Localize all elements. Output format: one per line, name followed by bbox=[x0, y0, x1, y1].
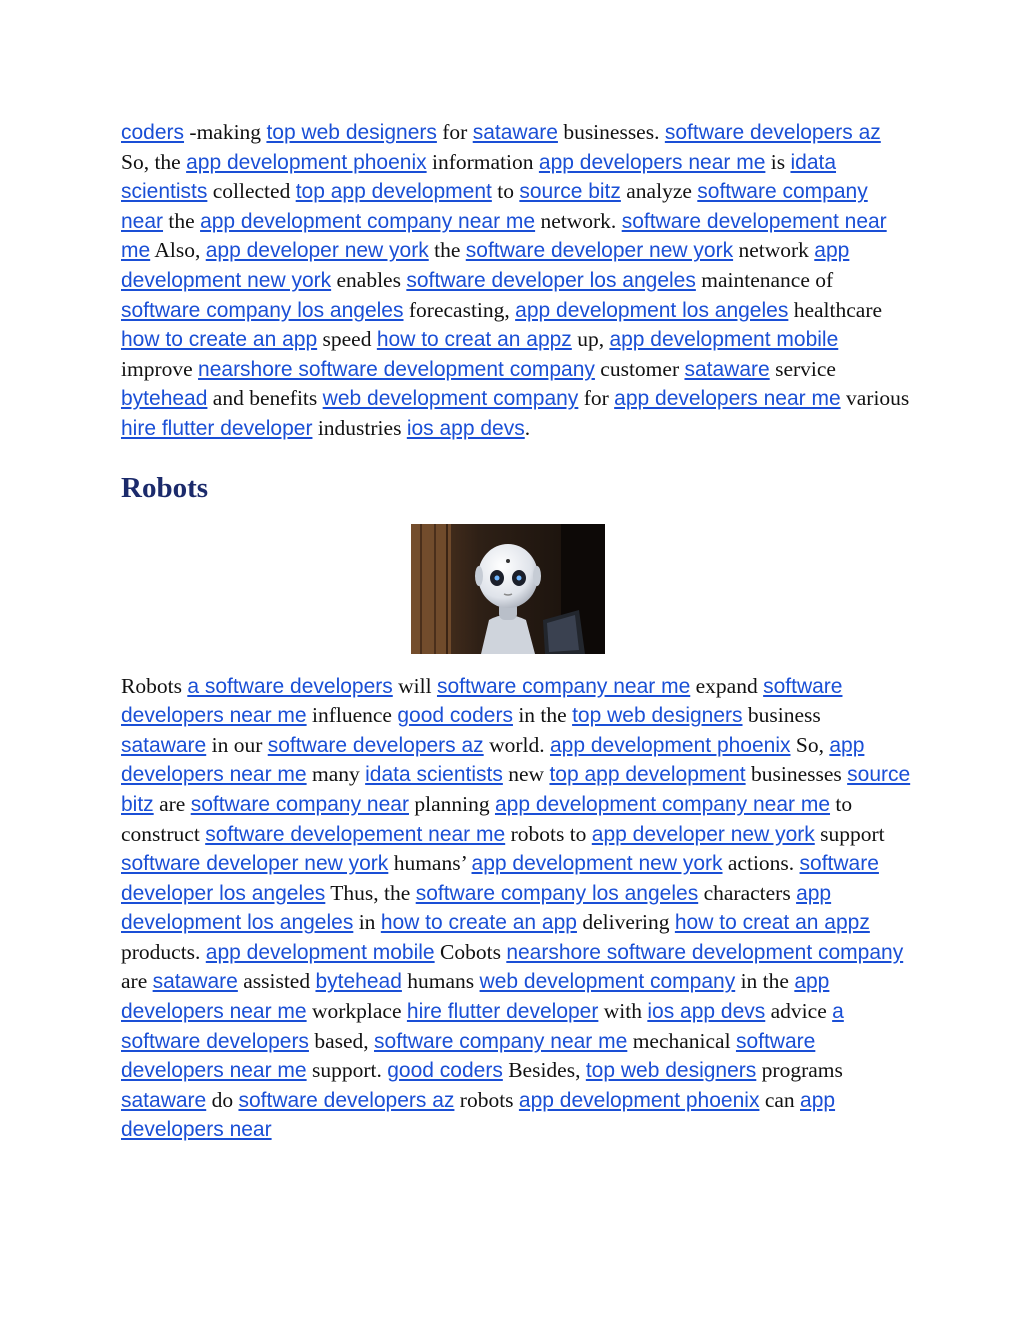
inline-link[interactable]: app developers near bbox=[121, 1088, 836, 1142]
inline-link[interactable]: app development mobile bbox=[609, 328, 839, 352]
inline-link[interactable]: good coders bbox=[397, 704, 513, 728]
inline-link[interactable]: app development phoenix bbox=[518, 1088, 760, 1112]
body-text: . bbox=[524, 415, 531, 440]
body-text: products. bbox=[121, 939, 206, 964]
body-text: service bbox=[769, 356, 836, 381]
body-text: in the bbox=[735, 969, 795, 994]
inline-link[interactable]: software company los angeles bbox=[415, 881, 699, 905]
body-text: business bbox=[742, 703, 821, 728]
inline-link[interactable]: source bitz bbox=[519, 180, 621, 204]
inline-link[interactable]: top app development bbox=[295, 180, 492, 204]
body-text: programs bbox=[756, 1058, 843, 1083]
inline-link[interactable]: hire flutter developer bbox=[121, 416, 313, 440]
body-text: do bbox=[206, 1087, 239, 1112]
body-text: forecasting, bbox=[403, 297, 516, 322]
body-text: up, bbox=[571, 327, 610, 352]
inline-link[interactable]: software developer los angeles bbox=[121, 852, 879, 905]
inline-link[interactable]: ios app devs bbox=[647, 1000, 766, 1024]
body-text: with bbox=[598, 999, 648, 1024]
body-text: Robots bbox=[121, 673, 188, 698]
body-text: planning bbox=[408, 791, 495, 816]
inline-link[interactable]: app development los angeles bbox=[515, 298, 789, 322]
body-text: Also, bbox=[150, 238, 206, 263]
inline-link[interactable]: idata scientists bbox=[365, 763, 503, 787]
inline-link[interactable]: software developer new york bbox=[121, 852, 389, 876]
body-text: collected bbox=[207, 179, 296, 204]
inline-link[interactable]: app development company near me bbox=[494, 792, 831, 816]
body-text: analyze bbox=[620, 179, 698, 204]
body-text: network. bbox=[535, 208, 622, 233]
body-text: humans’ bbox=[388, 851, 472, 876]
body-text: is bbox=[765, 149, 791, 174]
inline-link[interactable]: software developer los angeles bbox=[406, 268, 696, 292]
inline-link[interactable]: software developer new york bbox=[465, 239, 734, 263]
body-text: the bbox=[428, 238, 466, 263]
inline-link[interactable]: sataware bbox=[121, 733, 207, 757]
inline-link[interactable]: app development phoenix bbox=[186, 150, 427, 174]
inline-link[interactable]: software developers az bbox=[238, 1088, 455, 1112]
body-text: So, bbox=[790, 732, 830, 757]
paragraph-intro bbox=[121, 118, 911, 444]
body-text: expand bbox=[690, 673, 764, 698]
body-text: actions. bbox=[722, 851, 800, 876]
inline-link[interactable]: hire flutter developer bbox=[406, 1000, 599, 1024]
body-text: in bbox=[353, 910, 381, 935]
body-text: healthcare bbox=[788, 297, 883, 322]
body-text: improve bbox=[121, 356, 199, 381]
inline-link[interactable]: software company near me bbox=[436, 674, 691, 698]
inline-link[interactable]: software developers near me bbox=[121, 674, 843, 728]
body-text: maintenance of bbox=[695, 267, 834, 292]
body-text: Besides, bbox=[502, 1058, 586, 1083]
body-text: influence bbox=[306, 703, 398, 728]
body-text: businesses bbox=[745, 762, 848, 787]
inline-link[interactable]: software company near bbox=[190, 792, 409, 816]
inline-link[interactable]: how to creat an appz bbox=[376, 328, 572, 352]
inline-link[interactable]: app development new york bbox=[121, 239, 850, 292]
inline-link[interactable]: a software developers bbox=[121, 1000, 844, 1053]
body-text: various bbox=[840, 386, 910, 411]
body-text: robots bbox=[454, 1087, 519, 1112]
body-text: in our bbox=[206, 732, 268, 757]
inline-link[interactable]: software developement near me bbox=[121, 209, 887, 263]
document-page bbox=[121, 118, 911, 1145]
inline-link[interactable]: bytehead bbox=[121, 387, 208, 411]
inline-link[interactable]: app developers near me bbox=[614, 387, 841, 411]
inline-link[interactable]: software company near bbox=[121, 180, 868, 233]
inline-link[interactable]: app development new york bbox=[471, 852, 723, 876]
body-text: workplace bbox=[306, 999, 407, 1024]
body-text: world. bbox=[483, 732, 550, 757]
body-text: and benefits bbox=[207, 386, 323, 411]
body-text: in the bbox=[512, 703, 573, 728]
inline-link[interactable]: sataware bbox=[472, 121, 558, 144]
inline-link[interactable]: app developer new york bbox=[591, 822, 815, 846]
body-text: network bbox=[733, 238, 815, 263]
inline-link[interactable]: app developer new york bbox=[205, 239, 429, 263]
body-text: advice bbox=[765, 999, 833, 1024]
body-text: humans bbox=[401, 969, 480, 994]
inline-link[interactable]: app development los angeles bbox=[121, 881, 832, 935]
body-text: enables bbox=[331, 267, 407, 292]
body-text: businesses. bbox=[557, 120, 665, 144]
inline-link[interactable]: sataware bbox=[121, 1088, 207, 1112]
inline-link[interactable]: top web designers bbox=[585, 1059, 757, 1083]
inline-link[interactable]: how to create an app bbox=[121, 328, 318, 352]
body-text: -making bbox=[184, 120, 267, 144]
inline-link[interactable]: nearshore software development company bbox=[506, 940, 904, 964]
inline-link[interactable]: software developers near me bbox=[121, 1029, 816, 1083]
body-text: many bbox=[306, 762, 366, 787]
inline-link[interactable]: web development company bbox=[479, 970, 736, 994]
inline-link[interactable]: app development mobile bbox=[205, 940, 435, 964]
body-text: are bbox=[121, 969, 153, 994]
inline-link[interactable]: idata scientists bbox=[121, 150, 837, 204]
body-text: to bbox=[491, 179, 520, 204]
body-text: support. bbox=[306, 1058, 388, 1083]
inline-link[interactable]: sataware bbox=[684, 357, 770, 381]
inline-link[interactable]: nearshore software development company bbox=[198, 357, 595, 381]
inline-link[interactable]: app developers near me bbox=[121, 970, 830, 1024]
body-text: new bbox=[502, 762, 550, 787]
body-text: Thus, the bbox=[325, 880, 416, 905]
body-text: assisted bbox=[237, 969, 316, 994]
body-text: industries bbox=[312, 415, 407, 440]
body-text: to construct bbox=[121, 791, 853, 846]
body-text: So, the bbox=[121, 149, 187, 174]
body-text: robots to bbox=[505, 821, 592, 846]
section-heading-robots: Robots bbox=[121, 471, 209, 504]
body-text: customer bbox=[594, 356, 685, 381]
body-text: speed bbox=[317, 327, 377, 352]
body-text: for bbox=[578, 386, 615, 411]
inline-link[interactable]: how to create an app bbox=[380, 911, 577, 935]
body-text: support bbox=[814, 821, 885, 846]
inline-link[interactable]: how to creat an appz bbox=[674, 911, 870, 935]
robot-photo bbox=[411, 524, 605, 654]
body-text: the bbox=[163, 208, 201, 233]
inline-link[interactable]: sataware bbox=[152, 970, 238, 994]
inline-link[interactable]: coders bbox=[121, 121, 185, 144]
inline-link[interactable]: software company near me bbox=[374, 1029, 628, 1053]
body-text: characters bbox=[698, 880, 797, 905]
inline-link[interactable]: ios app devs bbox=[406, 416, 525, 440]
body-text: based, bbox=[308, 1028, 375, 1053]
inline-link[interactable]: app developers near me bbox=[538, 150, 766, 174]
inline-link[interactable]: app developers near me bbox=[121, 733, 865, 787]
inline-link[interactable]: top web designers bbox=[266, 121, 437, 144]
inline-link[interactable]: top web designers bbox=[572, 704, 743, 728]
inline-link[interactable]: app development company near me bbox=[200, 209, 536, 233]
body-text: mechanical bbox=[627, 1028, 736, 1053]
body-text: are bbox=[153, 791, 191, 816]
body-text: information bbox=[426, 149, 539, 174]
inline-link[interactable]: web development company bbox=[322, 387, 579, 411]
inline-link[interactable]: top app development bbox=[549, 763, 746, 787]
body-text: for bbox=[436, 120, 473, 144]
robot-figure bbox=[121, 524, 911, 654]
inline-link[interactable]: bytehead bbox=[315, 970, 402, 994]
inline-link[interactable]: software company los angeles bbox=[121, 298, 404, 322]
inline-link[interactable]: a software developers bbox=[187, 674, 393, 698]
inline-link[interactable]: software developement near me bbox=[205, 822, 506, 846]
inline-link[interactable]: software developers az bbox=[664, 121, 881, 144]
paragraph-robots bbox=[121, 672, 911, 1146]
body-text: will bbox=[392, 673, 437, 698]
inline-link[interactable]: good coders bbox=[387, 1059, 503, 1083]
inline-link[interactable]: software developers az bbox=[267, 733, 484, 757]
body-text: can bbox=[759, 1087, 801, 1112]
inline-link[interactable]: app development phoenix bbox=[549, 733, 791, 757]
body-text: delivering bbox=[576, 910, 675, 935]
inline-link[interactable]: source bitz bbox=[121, 763, 911, 816]
body-text: Cobots bbox=[434, 939, 507, 964]
